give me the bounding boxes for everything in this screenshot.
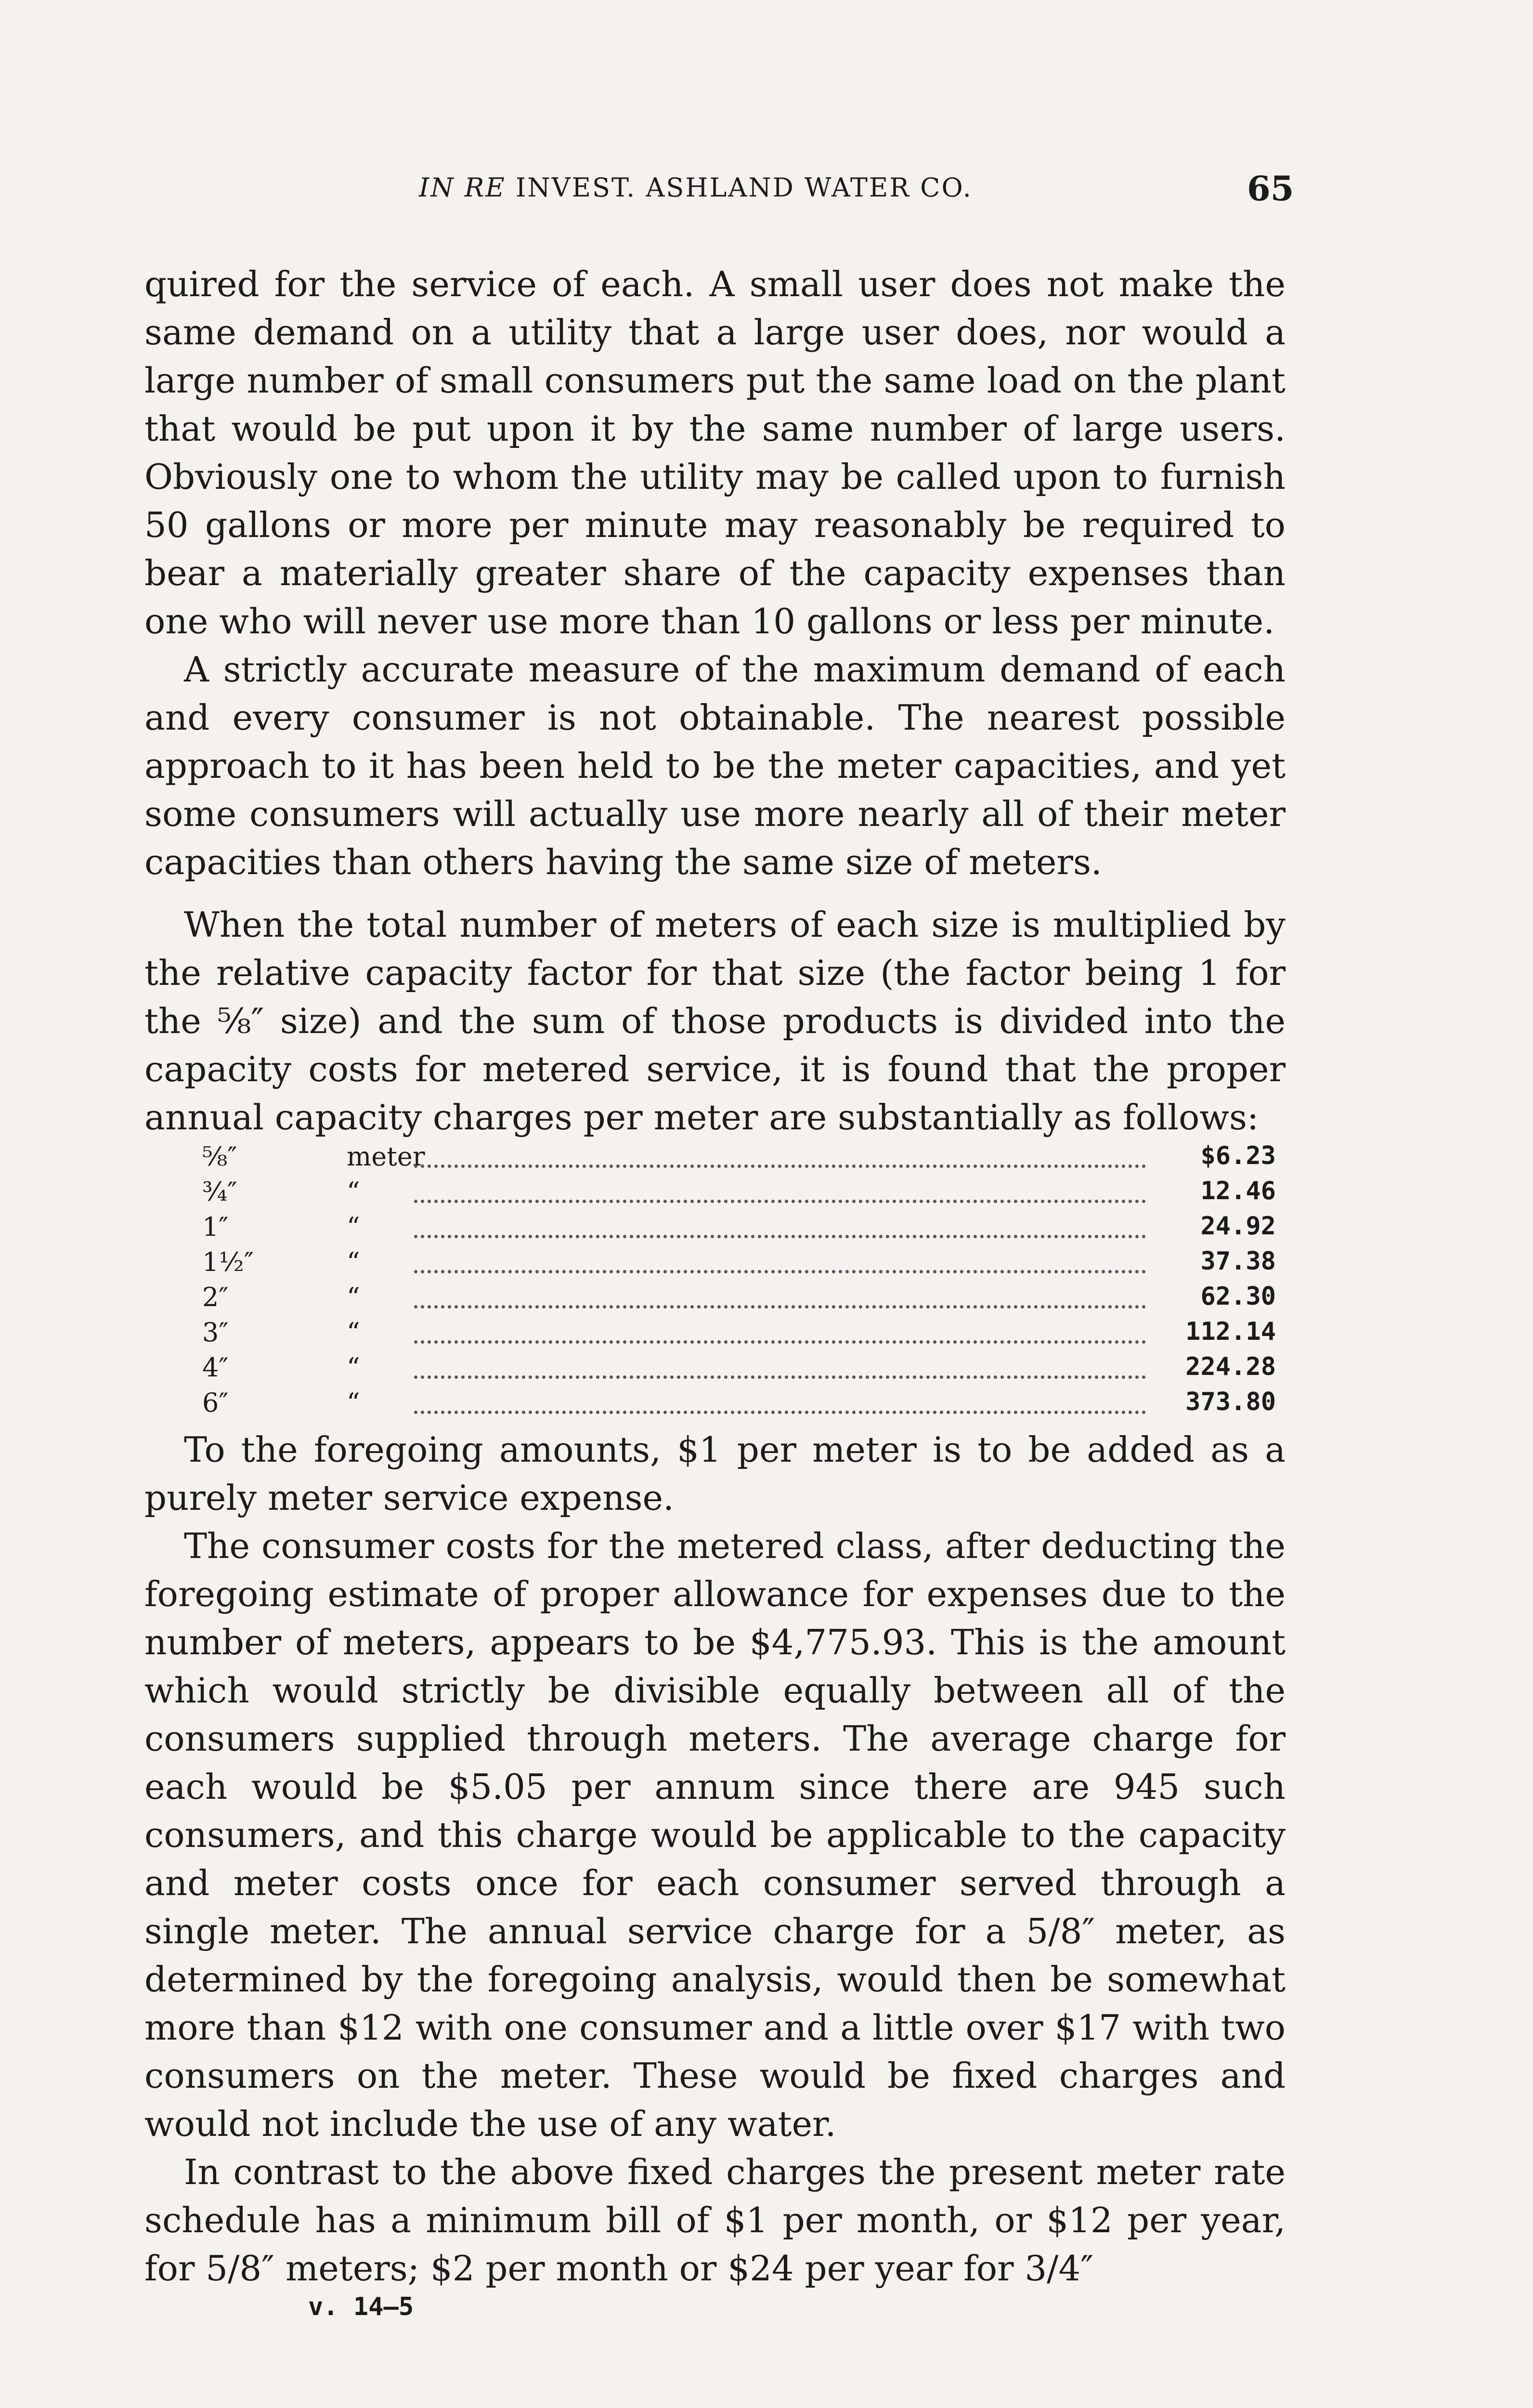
rate-row	[202, 1352, 1276, 1387]
header-title: INVEST. ASHLAND WATER CO.	[516, 172, 973, 203]
meter-size: ⅝″	[202, 1141, 237, 1172]
page-number: 65	[1247, 169, 1294, 209]
rate-row	[202, 1317, 1276, 1352]
meter-unit: “	[347, 1387, 360, 1418]
paragraph-3: When the total number of meters of each size is multiplied by the relative capacity factor for that size (the factor being 1 for the ⅝″ size) and the sum of those products is divided into the capacity costs for metered service, it is found that the proper annual capacity charges per meter are substantially as follows:	[144, 904, 1286, 1138]
rate-row	[202, 1247, 1276, 1282]
rate-row	[202, 1141, 1276, 1177]
rate-amount: 37.38	[1200, 1247, 1276, 1276]
rate-row	[202, 1212, 1276, 1247]
paragraph-5: The consumer costs for the metered class, after deducting the foregoing estimate of proper allowance for expenses due to the number of meters, appears to be $4,775.93. This is the amount which would strictly be divisible equally between all of the consumers supplied through meters. The average charge for each would be $5.05 per annum since there are 945 such consumers, and this charge would be applicable to the capacity and meter costs once for each consumer served through a single meter. The annual service charge for a 5/8″ meter, as determined by the foregoing analysis, would then be somewhat more than $12 with one consumer and a little over $17 with two consumers on the meter. These would be fixed charges and would not include the use of any water.	[144, 1526, 1286, 2144]
running-header	[419, 172, 973, 203]
meter-size: 6″	[202, 1387, 229, 1418]
dot-leader	[414, 1177, 1146, 1203]
meter-unit: “	[347, 1212, 360, 1242]
dot-leader	[414, 1141, 1146, 1168]
rate-amount: 112.14	[1185, 1317, 1276, 1346]
meter-size: 1″	[202, 1212, 229, 1242]
dot-leader	[414, 1212, 1146, 1238]
paragraph-4: To the foregoing amounts, $1 per meter is to be added as a purely meter service expense.	[144, 1429, 1286, 1518]
paragraph-6: In contrast to the above fixed charges the present meter rate schedule has a minimum bill of $1 per month, or $12 per year, for 5/8″ meters; $2 per month or $24 per year for 3/4″	[144, 2152, 1286, 2289]
meter-unit: “	[347, 1247, 360, 1277]
meter-size: 1½″	[202, 1247, 254, 1277]
rate-row	[202, 1387, 1276, 1423]
meter-size: ¾″	[202, 1177, 237, 1207]
meter-unit: “	[347, 1317, 360, 1348]
rate-row	[202, 1282, 1276, 1317]
rate-amount: 12.46	[1200, 1177, 1276, 1205]
dot-leader	[414, 1352, 1146, 1379]
meter-size: 2″	[202, 1282, 229, 1312]
dot-leader	[414, 1247, 1146, 1273]
header-italic: IN RE	[419, 172, 506, 203]
rate-amount: $6.23	[1200, 1141, 1276, 1170]
paragraph-2: A strictly accurate measure of the maximum demand of each and every consumer is not obtainable. The nearest possible approach to it has been held to be the meter capacities, and yet some consumers will actually use more nearly all of their meter capacities than others having the same size of meters.	[144, 649, 1286, 882]
dot-leader	[414, 1282, 1146, 1309]
rate-amount: 24.92	[1200, 1212, 1276, 1241]
dot-leader	[414, 1317, 1146, 1344]
dot-leader	[414, 1387, 1146, 1414]
meter-unit: “	[347, 1352, 360, 1383]
rate-table	[202, 1141, 1276, 1423]
meter-unit: meter	[347, 1141, 425, 1172]
meter-unit: “	[347, 1282, 360, 1312]
rate-row	[202, 1177, 1276, 1212]
rate-amount: 373.80	[1185, 1387, 1276, 1416]
signature-mark: v. 14—5	[308, 2292, 414, 2321]
rate-amount: 62.30	[1200, 1282, 1276, 1311]
paragraph-1: quired for the service of each. A small user does not make the same demand on a utility that a large user does, nor would a large number of small consumers put the same load on the plant that would be put upon it by the same number of large users. Obviously one to whom the utility may be called upon to furnish 50 gallons or more per minute may reasonably be required to bear a materially greater share of the capacity expenses than one who will never use more than 10 gallons or less per minute.	[144, 264, 1286, 641]
meter-size: 3″	[202, 1317, 229, 1348]
meter-size: 4″	[202, 1352, 229, 1383]
rate-amount: 224.28	[1185, 1352, 1276, 1381]
meter-unit: “	[347, 1177, 360, 1207]
